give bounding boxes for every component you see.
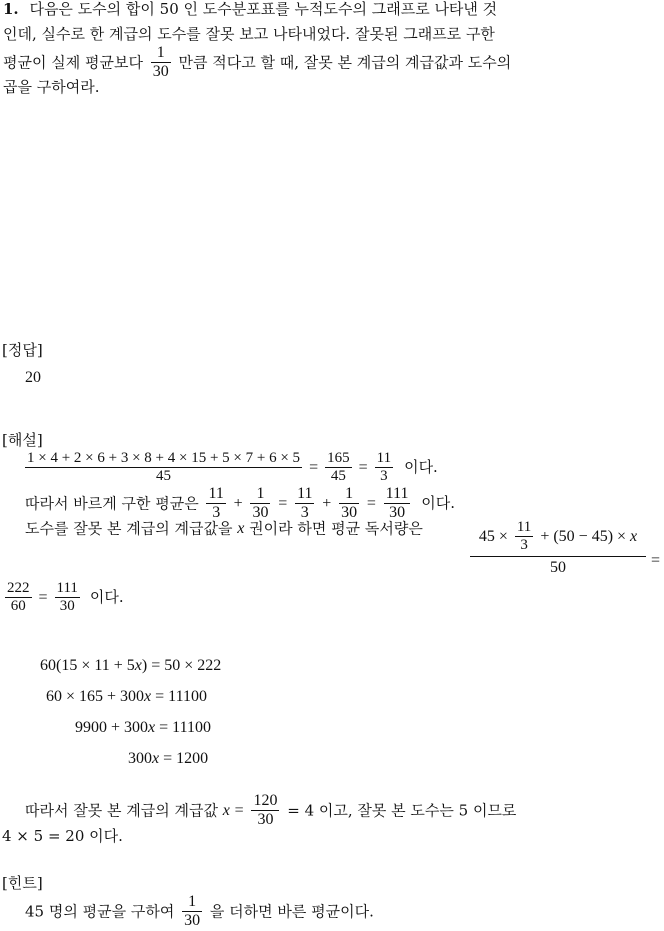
align-1-lhs-end: ) bbox=[141, 657, 148, 674]
l5-fraction bbox=[251, 792, 279, 830]
align-4-rhs: = 1200 bbox=[163, 750, 209, 767]
l3-equals: = bbox=[651, 552, 661, 569]
l2-e-num: 111 bbox=[384, 485, 411, 504]
l2-frac-d bbox=[339, 485, 359, 523]
l4-a-den: 60 bbox=[10, 598, 26, 615]
problem-line-1 bbox=[3, 2, 497, 17]
hint-label: [힌트] bbox=[2, 874, 43, 892]
align-1-var: x bbox=[134, 657, 142, 674]
l5-var: x bbox=[222, 801, 230, 819]
l3-big-num bbox=[470, 519, 646, 557]
answer-label: [정답] bbox=[2, 341, 43, 359]
l3-big-num-a: 45 × bbox=[478, 527, 508, 545]
eq1-fraction-2 bbox=[325, 450, 352, 486]
l5-f-num: 120 bbox=[251, 792, 279, 811]
l3-inner-num: 11 bbox=[515, 519, 533, 537]
eq1-big-den: 45 bbox=[156, 468, 172, 485]
problem-line-4: 곱을 구하여라. bbox=[3, 78, 100, 96]
l2-equals-1: = bbox=[278, 494, 288, 512]
l2-equals-2: = bbox=[366, 494, 376, 512]
l3-text-a: 도수를 잘못 본 계급의 계급값을 bbox=[25, 519, 233, 538]
align-row-4 bbox=[128, 751, 208, 767]
problem-fraction-num: 1 bbox=[151, 44, 171, 63]
l3-var: x bbox=[237, 520, 245, 537]
align-3-var: x bbox=[148, 719, 156, 736]
solution-label: [해설] bbox=[2, 431, 43, 449]
eq1-equals-1: = bbox=[309, 458, 319, 476]
solution-line-3 bbox=[25, 521, 423, 537]
l5-equals: = bbox=[234, 801, 244, 819]
problem-text-1: 다음은 도수의 합이 50 인 도수분포표를 누적도수의 그래프로 나타낸 것 bbox=[29, 0, 498, 18]
solution-line-5 bbox=[25, 792, 516, 830]
l3-big-num-var: x bbox=[630, 527, 638, 545]
l4-b-den: 30 bbox=[59, 598, 75, 615]
problem-line-3 bbox=[3, 44, 511, 82]
align-2-var: x bbox=[144, 688, 152, 705]
l2-c-den: 3 bbox=[300, 504, 309, 522]
l4-b-num: 111 bbox=[55, 580, 80, 598]
solution-line-6: 4 × 5 = 20 이다. bbox=[2, 827, 123, 845]
align-row-1 bbox=[40, 658, 245, 674]
l4-frac-a bbox=[5, 580, 32, 616]
l2-text: 따라서 바르게 구한 평균은 bbox=[25, 494, 199, 513]
l5-after: = 4 이고, 잘못 본 도수는 5 이므로 bbox=[287, 801, 517, 820]
l3-big-den: 50 bbox=[550, 558, 566, 576]
l2-plus-1: + bbox=[233, 494, 243, 512]
l4-tail: 이다. bbox=[89, 588, 124, 607]
l3-big-num-b: + (50 − 45) × bbox=[540, 527, 627, 545]
l2-d-den: 30 bbox=[341, 504, 358, 522]
l4-equals: = bbox=[38, 588, 48, 606]
l4-frac-b bbox=[55, 580, 80, 616]
hint-fraction bbox=[182, 893, 202, 931]
eq1-fraction-3 bbox=[375, 450, 393, 486]
l5-text: 따라서 잘못 본 계급의 계급값 bbox=[25, 801, 218, 820]
l5-f-den: 30 bbox=[257, 811, 274, 829]
hint-f-num: 1 bbox=[182, 893, 202, 912]
align-4-lhs: 300 bbox=[128, 750, 152, 767]
l2-plus-2: + bbox=[322, 494, 332, 512]
align-3-lhs: 9900 + 300 bbox=[75, 719, 149, 736]
l2-frac-c bbox=[295, 485, 314, 523]
align-row-3 bbox=[75, 720, 211, 736]
l3-big-fraction bbox=[470, 519, 646, 576]
problem-number: 1. bbox=[3, 0, 19, 18]
l3-inner-fraction bbox=[515, 519, 533, 555]
problem-line-2: 인데, 실수로 한 계급의 도수를 잘못 보고 나타내었다. 잘못된 그래프로 구한 bbox=[3, 25, 495, 43]
hint-text-a: 45 명의 평균을 구하여 bbox=[25, 902, 175, 921]
align-2-lhs: 60 × 165 + 300 bbox=[46, 688, 145, 705]
solution-eq-1 bbox=[22, 450, 438, 486]
l2-frac-a bbox=[206, 485, 225, 523]
problem-text-3b: 만큼 적다고 할 때, 잘못 본 계급의 계급값과 도수의 bbox=[178, 53, 512, 72]
align-1-lhs: 60(15 × 11 + 5 bbox=[40, 657, 135, 674]
align-4-var: x bbox=[152, 750, 160, 767]
problem-text-3a: 평균이 실제 평균보다 bbox=[3, 53, 143, 72]
problem-fraction-den: 30 bbox=[152, 63, 169, 81]
hint-line bbox=[25, 893, 374, 931]
l3-inner-den: 3 bbox=[520, 537, 528, 554]
align-row-2 bbox=[46, 689, 207, 705]
eq1-big-fraction bbox=[25, 450, 302, 486]
eq1-equals-2: = bbox=[358, 458, 368, 476]
solution-line-4 bbox=[2, 580, 124, 616]
align-3-rhs: = 11100 bbox=[159, 719, 211, 736]
l2-b-num: 1 bbox=[250, 485, 270, 504]
hint-f-den: 30 bbox=[184, 912, 201, 930]
l2-a-den: 3 bbox=[212, 504, 221, 522]
eq1-f3-num: 11 bbox=[375, 450, 393, 468]
l2-frac-b bbox=[250, 485, 270, 523]
eq1-f2-num: 165 bbox=[325, 450, 352, 468]
l2-tail: 이다. bbox=[421, 494, 456, 513]
answer-value: 20 bbox=[25, 369, 41, 386]
hint-text-b: 을 더하면 바른 평균이다. bbox=[209, 902, 374, 921]
l2-d-num: 1 bbox=[339, 485, 359, 504]
eq1-f3-den: 3 bbox=[380, 468, 388, 485]
align-2-rhs: = 11100 bbox=[155, 688, 207, 705]
l4-a-num: 222 bbox=[5, 580, 32, 598]
l2-c-num: 11 bbox=[295, 485, 314, 504]
l2-e-den: 30 bbox=[389, 504, 406, 522]
eq1-f2-den: 45 bbox=[330, 468, 346, 485]
align-1-rhs: = 50 × 222 bbox=[151, 657, 222, 674]
solution-line-2 bbox=[25, 485, 455, 523]
l3-text-b: 권이라 하면 평균 독서량은 bbox=[249, 519, 423, 538]
problem-fraction bbox=[151, 44, 171, 82]
eq1-big-num: 1 × 4 + 2 × 6 + 3 × 8 + 4 × 15 + 5 × 7 + 6 × 5 bbox=[25, 450, 302, 468]
l2-frac-e bbox=[384, 485, 411, 523]
l2-b-den: 30 bbox=[252, 504, 269, 522]
l2-a-num: 11 bbox=[206, 485, 225, 504]
eq1-tail: 이다. bbox=[404, 458, 438, 477]
